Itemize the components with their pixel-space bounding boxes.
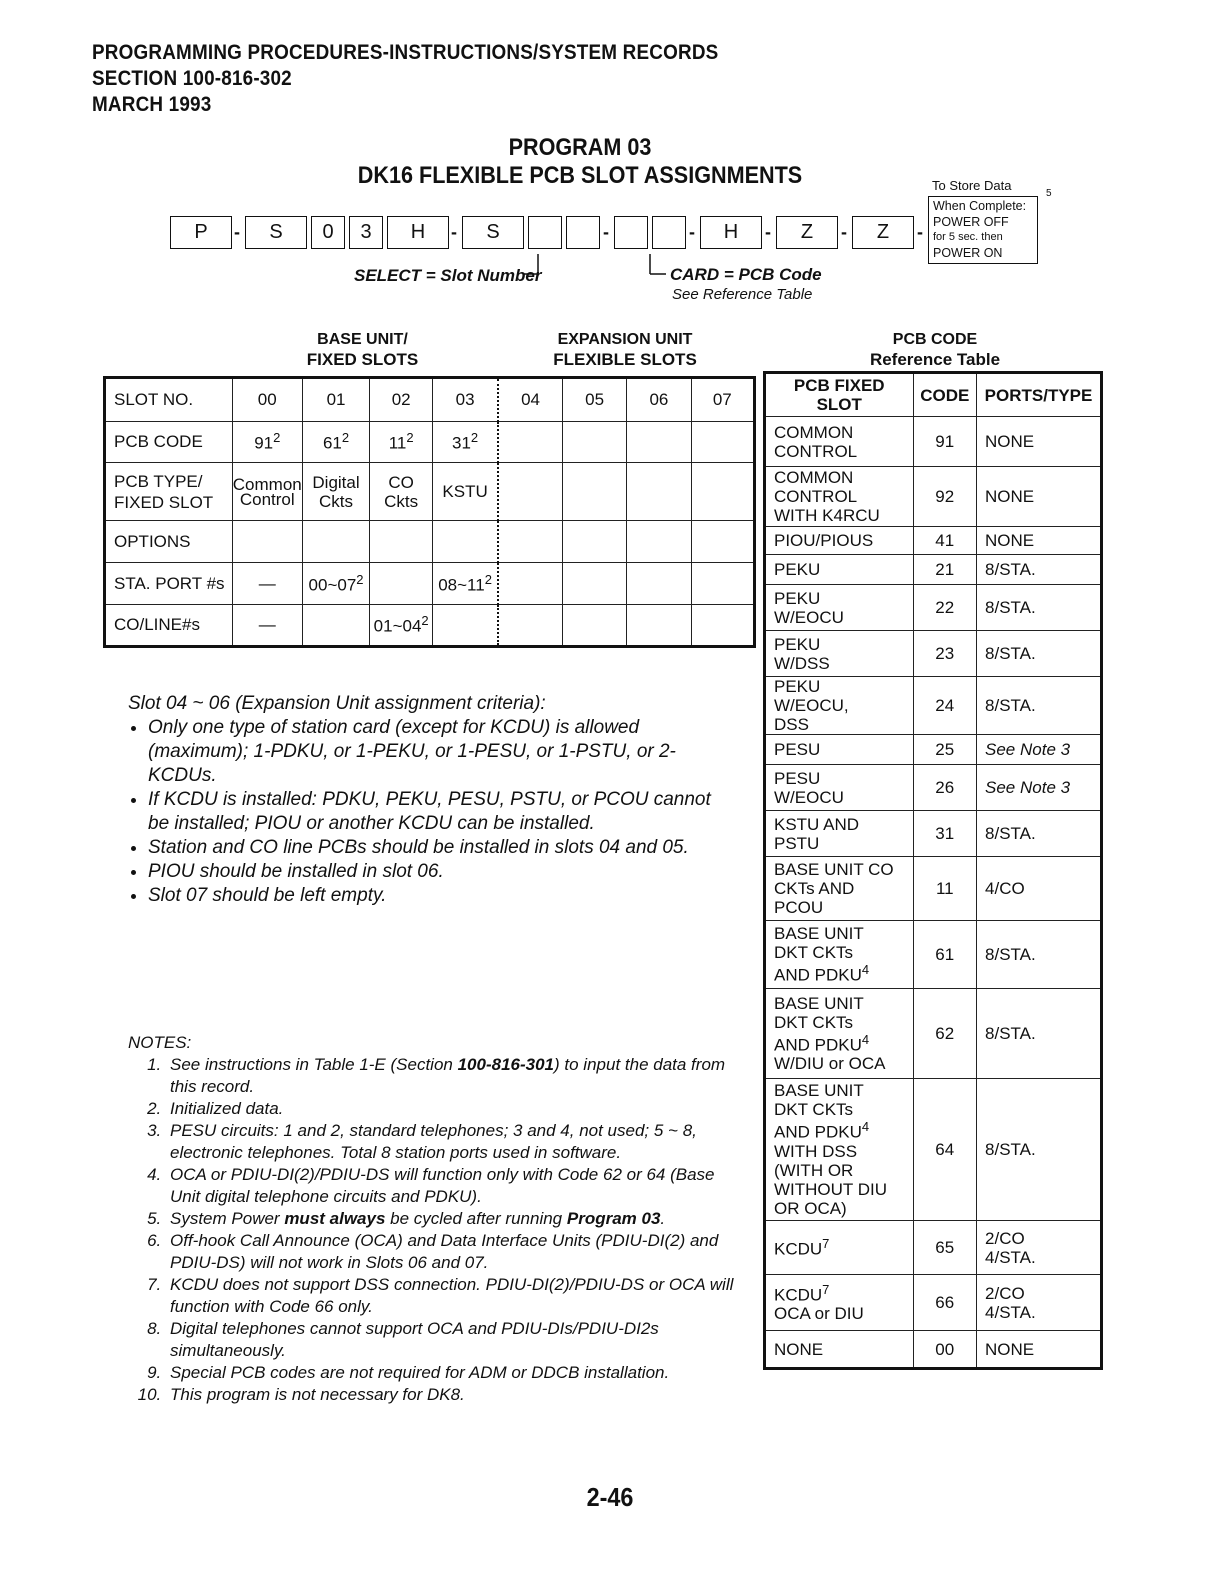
pcb-ports-line: NONE — [985, 487, 1035, 506]
pcb-ports-line: NONE — [985, 1339, 1035, 1359]
criteria-item: • PIOU should be installed in slot 06. — [148, 860, 718, 884]
options-label: OPTIONS — [105, 521, 233, 563]
pcb-slot-cell — [765, 527, 914, 555]
pcb-reference-header — [840, 330, 1030, 370]
pcb-row — [765, 527, 1102, 555]
pcb-ports-line: See Note 3 — [985, 778, 1071, 797]
pcb-slot-line: AND PDKU — [774, 1035, 862, 1055]
criteria-item: • Only one type of station card (except for KCDU) is allowed (maximum); 1-PDKU, or 1-PEKU, or 1-PESU, or 1-PSTU, or 2-KCDUs. — [148, 716, 718, 788]
pcb-code-cell: 25 — [913, 735, 977, 765]
pcb-slot-line: KCDU — [774, 1285, 823, 1305]
pcb-table-header-row — [765, 373, 1102, 417]
note-text: See instructions in Table 1-E (Section — [170, 1055, 458, 1074]
empty-cell — [562, 605, 626, 647]
pcb-slot-line: PESU — [774, 740, 821, 759]
note-item: 7. KCDU does not support DSS connection. PDIU-DI(2)/PDIU-DS or OCA will function with Code 66 only. — [166, 1274, 748, 1318]
criteria-item: • Slot 07 should be left empty. — [148, 884, 718, 908]
pcb-code-cell: 23 — [913, 631, 977, 677]
pcb-type-line: Digital — [312, 472, 360, 492]
pcb-ports-line: 2/CO — [985, 1228, 1025, 1248]
pcb-ports-line: NONE — [985, 432, 1035, 451]
note-item: 10. This program is not necessary for DK8. — [166, 1384, 748, 1406]
key-h: H — [387, 216, 449, 249]
empty-cell — [562, 463, 626, 521]
page-number: 2-46 — [586, 1482, 634, 1512]
pcb-slot-cell — [765, 811, 914, 857]
expansion-unit-header-line-2: FLEXIBLE SLOTS — [553, 350, 697, 369]
empty-cell — [562, 563, 626, 605]
store-data-line-4: POWER ON — [933, 245, 1003, 260]
pcb-slot-line: WITH K4RCU — [774, 506, 880, 525]
note-text: ) to input the data from this record. — [170, 1055, 726, 1096]
header-line-3: MARCH 1993 — [92, 93, 212, 116]
pcb-code-value: 11 — [388, 433, 407, 453]
station-port-label: STA. PORT #s — [105, 563, 233, 605]
slot-cell: 00 — [232, 378, 302, 422]
co-line-cell — [370, 605, 433, 647]
criteria-item: • Station and CO line PCBs should be installed in slots 04 and 05. — [148, 836, 718, 860]
co-line-cell: — — [232, 605, 302, 647]
pcb-slot-line: PSTU — [774, 833, 820, 853]
pcb-type-cell — [232, 463, 302, 521]
pcb-slot-line: W/DIU or OCA — [774, 1054, 886, 1074]
pcb-slot-line: DKT CKTs — [774, 1012, 854, 1032]
pcb-row — [765, 921, 1102, 989]
pcb-type-cell — [370, 463, 433, 521]
empty-cell — [691, 422, 754, 463]
pcb-code-cell: 11 — [913, 857, 977, 921]
program-title: DK16 FLEXIBLE PCB SLOT ASSIGNMENTS — [357, 162, 803, 189]
pcb-slot-line: BASE UNIT — [774, 993, 864, 1013]
pcb-type-line: Ckts — [319, 491, 354, 511]
expansion-unit-header — [535, 330, 715, 370]
pcb-row — [765, 765, 1102, 811]
pcb-code-cell: 41 — [913, 527, 977, 555]
pcb-ports-line: 4/STA. — [985, 1302, 1036, 1322]
pcb-ports-line: 8/STA. — [985, 1140, 1036, 1159]
pcb-slot-line: W/DSS — [774, 653, 830, 673]
note-ref: 7 — [822, 1236, 830, 1252]
key-dash: - — [234, 222, 240, 242]
pcb-code-value: 61 — [322, 433, 342, 453]
empty-cell — [627, 422, 691, 463]
pcb-slot-cell — [765, 1221, 914, 1275]
pcb-ports-cell — [977, 527, 1102, 555]
co-line-value: 01~04 — [373, 616, 422, 636]
slot-cell: 07 — [691, 378, 754, 422]
note-item: 6. Off-hook Call Announce (OCA) and Data Interface Units (PDIU-DI(2) and PDIU-DS) will not work in Slots 06 and 07. — [166, 1230, 748, 1274]
pcb-slot-line: BASE UNIT — [774, 924, 864, 944]
pcb-type-line: Ckts — [384, 491, 419, 511]
pcb-code-cell: 61 — [913, 921, 977, 989]
note-item — [166, 1054, 748, 1098]
note-ref: 2 — [421, 613, 429, 629]
pcb-type-line: Control — [239, 489, 295, 509]
col-header-slot-line-2: SLOT — [816, 395, 862, 414]
note-item: 8. Digital telephones cannot support OCA and PDIU-DIs/PDIU-DI2s simultaneously. — [166, 1318, 748, 1362]
notes-section — [128, 1032, 748, 1406]
pcb-ports-cell — [977, 417, 1102, 467]
slot-cell: 06 — [627, 378, 691, 422]
pcb-slot-line: NONE — [774, 1339, 824, 1359]
pcb-slot-line: PCOU — [774, 898, 824, 917]
pcb-slot-cell — [765, 677, 914, 735]
pcb-ports-cell — [977, 921, 1102, 989]
note-item — [166, 1208, 748, 1230]
note-ref: 4 — [861, 962, 870, 978]
pcb-ports-cell — [977, 811, 1102, 857]
pcb-slot-line: AND PDKU — [774, 1122, 862, 1142]
pcb-ports-line: 4/STA. — [985, 1247, 1036, 1267]
key-dash: - — [917, 222, 923, 242]
pcb-code-cell: 31 — [913, 811, 977, 857]
pcb-ports-line: 2/CO — [985, 1283, 1025, 1303]
pcb-code-cell: 26 — [913, 765, 977, 811]
pcb-row — [765, 585, 1102, 631]
store-data-line-2: POWER OFF — [933, 214, 1009, 229]
pcb-type-label — [105, 463, 233, 521]
pcb-code-cell — [302, 422, 370, 463]
empty-cell — [232, 521, 302, 563]
pcb-slot-line: OR OCA) — [774, 1198, 847, 1218]
program-number: PROGRAM 03 — [508, 134, 652, 161]
pcb-ports-line: See Note 3 — [985, 740, 1071, 759]
pcb-slot-line: W/EOCU — [774, 607, 844, 627]
note-item: 2. Initialized data. — [166, 1098, 748, 1120]
pcb-slot-line: PEKU — [774, 588, 821, 608]
options-row — [105, 521, 755, 563]
pcb-code-cell: 00 — [913, 1331, 977, 1369]
pcb-reference-title: PCB CODE — [892, 331, 978, 348]
pcb-ports-cell — [977, 1275, 1102, 1331]
key-s: S — [462, 216, 524, 249]
slot-cell: 05 — [562, 378, 626, 422]
pcb-slot-line: KSTU AND — [774, 814, 860, 834]
co-line-row — [105, 605, 755, 647]
pcb-code-cell — [232, 422, 302, 463]
pcb-row — [765, 1079, 1102, 1221]
note-text-bold: must always — [284, 1209, 386, 1228]
pcb-code-cell: 21 — [913, 555, 977, 585]
pcb-row — [765, 989, 1102, 1079]
store-data-line-1: When Complete: — [933, 199, 1027, 213]
station-port-row — [105, 563, 755, 605]
select-digit-box — [528, 216, 562, 249]
pcb-row — [765, 677, 1102, 735]
key-dash: - — [765, 222, 771, 242]
station-port-value: 08~11 — [438, 575, 485, 595]
pcb-slot-cell — [765, 585, 914, 631]
header-line-2: SECTION 100-816-302 — [92, 67, 292, 90]
pcb-slot-line: COMMON — [774, 468, 854, 487]
key-dash: - — [689, 222, 695, 242]
empty-cell — [433, 521, 499, 563]
pcb-slot-line: PEKU — [774, 560, 821, 579]
pcb-ports-cell — [977, 677, 1102, 735]
pcb-slot-line: DKT CKTs — [774, 1100, 854, 1120]
pcb-ports-line: 8/STA. — [985, 945, 1036, 964]
card-sublabel: See Reference Table — [672, 286, 813, 303]
pcb-slot-line: BASE UNIT — [774, 1081, 864, 1101]
pcb-slot-cell — [765, 857, 914, 921]
notes-list — [128, 1054, 748, 1406]
header-line-1: PROGRAMMING PROCEDURES-INSTRUCTIONS/SYSTEM RECORDS — [92, 41, 719, 64]
pcb-ports-line: 4/CO — [985, 879, 1025, 898]
co-line-label: CO/LINE#s — [105, 605, 233, 647]
pcb-ports-cell — [977, 735, 1102, 765]
pcb-ports-line: 8/STA. — [985, 598, 1036, 617]
pcb-slot-cell — [765, 989, 914, 1079]
pcb-ports-cell — [977, 1221, 1102, 1275]
key-z: Z — [776, 216, 838, 249]
note-ref: 2 — [470, 430, 479, 446]
pcb-row — [765, 555, 1102, 585]
pcb-ports-line: 8/STA. — [985, 1024, 1036, 1043]
pcb-row — [765, 631, 1102, 677]
note-ref: 7 — [822, 1281, 830, 1297]
empty-cell — [370, 521, 433, 563]
pcb-row — [765, 1221, 1102, 1275]
key-z: Z — [852, 216, 914, 249]
key-3: 3 — [349, 216, 383, 249]
pcb-ports-line: 8/STA. — [985, 824, 1036, 843]
card-label: CARD = PCB Code — [670, 265, 822, 284]
empty-cell — [498, 521, 562, 563]
note-item: 9. Special PCB codes are not required for ADM or DDCB installation. — [166, 1362, 748, 1384]
col-header-slot — [765, 373, 914, 417]
station-port-cell — [302, 563, 370, 605]
pcb-slot-line: BASE UNIT CO — [774, 860, 894, 879]
pcb-code-cell — [433, 422, 499, 463]
pcb-ports-line: 8/STA. — [985, 644, 1036, 663]
note-text: be cycled after running — [385, 1209, 567, 1228]
pcb-slot-line: CONTROL — [774, 441, 858, 461]
note-ref: 4 — [861, 1119, 870, 1135]
pcb-slot-cell — [765, 735, 914, 765]
pcb-row — [765, 467, 1102, 527]
key-p: P — [170, 216, 232, 249]
criteria-item: • If KCDU is installed: PDKU, PEKU, PESU, PSTU, or PCOU cannot be installed; PIOU or another KCDU can be installed. — [148, 788, 718, 836]
pcb-ports-line: 8/STA. — [985, 696, 1036, 715]
pcb-type-row — [105, 463, 755, 521]
station-port-cell: — — [232, 563, 302, 605]
empty-cell — [433, 605, 499, 647]
pcb-slot-cell — [765, 1079, 914, 1221]
pcb-code-cell: 22 — [913, 585, 977, 631]
pcb-code-value: 91 — [254, 433, 274, 453]
empty-cell — [498, 563, 562, 605]
pcb-slot-cell — [765, 1331, 914, 1369]
pcb-slot-line: KCDU — [774, 1239, 823, 1259]
pcb-slot-line: (WITH OR — [774, 1160, 854, 1180]
pcb-slot-line: DKT CKTs — [774, 943, 854, 963]
empty-cell — [627, 605, 691, 647]
note-ref: 2 — [406, 430, 414, 446]
pcb-slot-line: PEKU — [774, 677, 821, 696]
pcb-code-reference-table — [763, 371, 1103, 1370]
store-data-note-ref: 5 — [1046, 188, 1052, 199]
store-data-box — [928, 196, 1038, 264]
col-header-code: CODE — [913, 373, 977, 417]
pcb-slot-line: WITH DSS — [774, 1141, 858, 1161]
pcb-ports-line: 8/STA. — [985, 560, 1036, 579]
pcb-slot-cell — [765, 1275, 914, 1331]
slot-cell: 01 — [302, 378, 370, 422]
pcb-ports-cell — [977, 765, 1102, 811]
note-ref: 2 — [273, 430, 281, 446]
note-ref: 4 — [861, 1031, 870, 1047]
note-item: 3. PESU circuits: 1 and 2, standard telephones; 3 and 4, not used; 5 ~ 8, electronic telephones. Total 8 station ports used in software. — [166, 1120, 748, 1164]
empty-cell — [627, 521, 691, 563]
col-header-slot-line-1: PCB FIXED — [793, 376, 885, 395]
empty-cell — [562, 422, 626, 463]
criteria-title: Slot 04 ~ 06 (Expansion Unit assignment criteria): — [128, 693, 546, 714]
store-data-line-3: for 5 sec. then — [933, 231, 1003, 243]
slot-cell: 04 — [498, 378, 562, 422]
pcb-row — [765, 1331, 1102, 1369]
empty-cell — [691, 563, 754, 605]
slot-cell: 02 — [370, 378, 433, 422]
pcb-ports-cell — [977, 585, 1102, 631]
key-h: H — [700, 216, 762, 249]
note-ref: 2 — [341, 430, 350, 446]
pcb-code-label: PCB CODE — [105, 422, 233, 463]
slot-assignment-table — [103, 376, 756, 648]
pcb-slot-line: DSS — [774, 715, 809, 734]
key-dash: - — [451, 222, 457, 242]
base-unit-header-line-1: BASE UNIT/ — [317, 331, 408, 348]
pcb-ports-line: NONE — [985, 531, 1035, 550]
base-unit-header-line-2: FIXED SLOTS — [306, 350, 419, 369]
pcb-type-cell: KSTU — [433, 463, 499, 521]
empty-cell — [691, 463, 754, 521]
empty-cell — [498, 463, 562, 521]
expansion-unit-header-line-1: EXPANSION UNIT — [557, 331, 693, 348]
pcb-slot-line: COMMON — [774, 422, 854, 442]
pcb-row — [765, 1275, 1102, 1331]
pcb-slot-line: PEKU — [774, 634, 821, 654]
empty-cell — [627, 463, 691, 521]
pcb-code-row — [105, 422, 755, 463]
pcb-ports-cell — [977, 631, 1102, 677]
pcb-slot-cell — [765, 555, 914, 585]
pcb-slot-line: PIOU/PIOUS — [774, 531, 874, 550]
station-port-value: 00~07 — [308, 575, 357, 595]
col-header-ports: PORTS/TYPE — [977, 373, 1102, 417]
note-text: System Power — [170, 1209, 285, 1228]
empty-cell — [302, 521, 370, 563]
empty-cell — [302, 605, 370, 647]
pcb-slot-line: CONTROL — [774, 487, 858, 506]
pcb-slot-line: W/EOCU — [774, 787, 844, 807]
pcb-code-cell: 66 — [913, 1275, 977, 1331]
card-digit-box — [652, 216, 686, 249]
empty-cell — [691, 521, 754, 563]
note-ref: 2 — [484, 571, 492, 587]
note-text: . — [660, 1209, 666, 1228]
pcb-ports-cell — [977, 1079, 1102, 1221]
card-digit-box — [614, 216, 648, 249]
note-text-bold: 100-816-301 — [457, 1055, 555, 1074]
pcb-reference-subtitle: Reference Table — [869, 350, 1001, 369]
pcb-ports-cell — [977, 989, 1102, 1079]
key-dash: - — [841, 222, 847, 242]
pcb-code-cell: 65 — [913, 1221, 977, 1275]
document-header — [92, 40, 718, 118]
pcb-slot-line: PESU — [774, 768, 821, 788]
pcb-row — [765, 417, 1102, 467]
pcb-slot-line: W/EOCU, — [774, 696, 849, 715]
pcb-slot-cell — [765, 921, 914, 989]
pcb-code-cell: 64 — [913, 1079, 977, 1221]
key-dash: - — [603, 222, 609, 242]
expansion-criteria — [128, 692, 718, 908]
slot-cell: 03 — [433, 378, 499, 422]
pcb-type-cell — [302, 463, 370, 521]
empty-cell — [562, 521, 626, 563]
base-unit-header — [280, 330, 445, 370]
pcb-slot-line: AND PDKU — [774, 965, 862, 985]
empty-cell — [370, 563, 433, 605]
store-data-title: To Store Data — [932, 178, 1012, 193]
pcb-type-label-line-2: FIXED SLOT — [114, 492, 214, 512]
pcb-slot-cell — [765, 417, 914, 467]
notes-title: NOTES: — [128, 1033, 192, 1052]
empty-cell — [691, 605, 754, 647]
pcb-slot-cell — [765, 631, 914, 677]
empty-cell — [498, 605, 562, 647]
pcb-slot-cell — [765, 467, 914, 527]
slot-number-row — [105, 378, 755, 422]
note-text-bold: Program 03 — [566, 1209, 661, 1228]
pcb-type-line: CO — [388, 472, 414, 492]
pcb-type-label-line-1: PCB TYPE/ — [114, 471, 203, 491]
pcb-ports-cell — [977, 1331, 1102, 1369]
pcb-code-cell: 24 — [913, 677, 977, 735]
pcb-row — [765, 811, 1102, 857]
pcb-type-line: Common — [232, 474, 302, 494]
pcb-ports-cell — [977, 555, 1102, 585]
pcb-slot-line: CKTs AND — [774, 879, 855, 898]
empty-cell — [627, 563, 691, 605]
pcb-code-cell: 92 — [913, 467, 977, 527]
criteria-list — [128, 716, 718, 908]
pcb-code-cell — [370, 422, 433, 463]
pcb-row — [765, 735, 1102, 765]
pcb-ports-cell — [977, 857, 1102, 921]
key-0: 0 — [311, 216, 345, 249]
pcb-ports-cell — [977, 467, 1102, 527]
key-s: S — [245, 216, 307, 249]
select-label: SELECT = Slot Number — [354, 266, 542, 285]
pcb-code-cell: 91 — [913, 417, 977, 467]
note-ref: 2 — [356, 571, 364, 587]
pcb-table-body — [765, 417, 1102, 1369]
slot-no-label: SLOT NO. — [105, 378, 233, 422]
pcb-slot-line: OCA or DIU — [774, 1304, 864, 1324]
select-digit-box — [566, 216, 600, 249]
pcb-slot-line: WITHOUT DIU — [774, 1179, 888, 1199]
note-item: 4. OCA or PDIU-DI(2)/PDIU-DS will function only with Code 62 or 64 (Base Unit digital telephone circuits and PDKU). — [166, 1164, 748, 1208]
station-port-cell — [433, 563, 499, 605]
pcb-row — [765, 857, 1102, 921]
empty-cell — [498, 422, 562, 463]
pcb-code-cell: 62 — [913, 989, 977, 1079]
pcb-code-value: 31 — [452, 433, 471, 453]
pcb-slot-cell — [765, 765, 914, 811]
